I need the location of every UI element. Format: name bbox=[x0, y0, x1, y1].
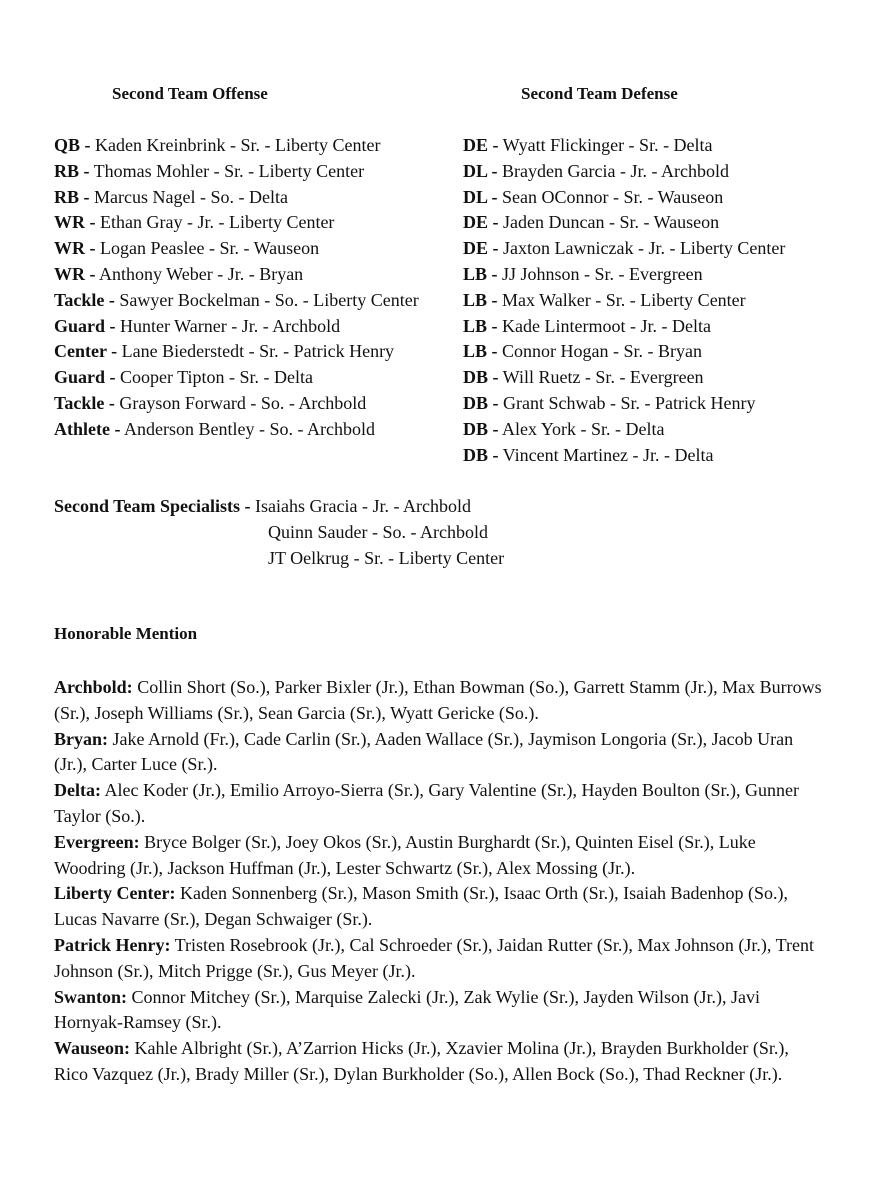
position-label: LB - bbox=[463, 289, 498, 310]
position-label: DB - bbox=[463, 392, 499, 413]
player-info: Grayson Forward - So. - Archbold bbox=[114, 392, 367, 413]
defense-player bbox=[463, 417, 785, 443]
defense-player bbox=[463, 133, 785, 159]
school-entry bbox=[54, 675, 824, 727]
school-players: Connor Mitchey (Sr.), Marquise Zalecki (Jr.), Zak Wylie (Sr.), Jayden Wilson (Jr.), Javi Hornyak-Ramsey (Sr.). bbox=[54, 986, 760, 1033]
position-label: DE - bbox=[463, 212, 499, 233]
offense-player bbox=[54, 133, 419, 159]
school-name: Bryan: bbox=[54, 728, 108, 749]
offense-player bbox=[54, 365, 419, 391]
player-info: Quinn Sauder - So. - Archbold bbox=[268, 521, 488, 542]
offense-player bbox=[54, 210, 419, 236]
position-label: DB - bbox=[463, 367, 499, 388]
defense-player bbox=[463, 365, 785, 391]
offense-list bbox=[54, 133, 419, 443]
position-label: Athlete - bbox=[54, 418, 121, 439]
defense-player bbox=[463, 339, 785, 365]
specialist-row bbox=[54, 546, 504, 572]
defense-player bbox=[463, 236, 785, 262]
defense-list bbox=[463, 133, 785, 468]
defense-player bbox=[463, 159, 785, 185]
position-label: DB - bbox=[463, 418, 499, 439]
defense-player bbox=[463, 210, 785, 236]
offense-player bbox=[54, 391, 419, 417]
school-name: Patrick Henry: bbox=[54, 934, 171, 955]
player-info: Anderson Bentley - So. - Archbold bbox=[120, 418, 375, 439]
position-label: LB - bbox=[463, 341, 498, 362]
school-entry bbox=[54, 1036, 824, 1088]
player-info: Marcus Nagel - So. - Delta bbox=[89, 186, 288, 207]
honorable-mention-heading: Honorable Mention bbox=[54, 624, 198, 643]
position-label: Guard - bbox=[54, 315, 116, 336]
school-players: Bryce Bolger (Sr.), Joey Okos (Sr.), Austin Burghardt (Sr.), Quinten Eisel (Sr.), Luke Woodring (Jr.), Jackson Huffman (Jr.), Lester Schwartz (Sr.), Alex Mossing (Jr.). bbox=[54, 831, 756, 878]
player-info: Isaiahs Gracia - Jr. - Archbold bbox=[250, 496, 471, 516]
player-info: Logan Peaslee - Sr. - Wauseon bbox=[95, 238, 320, 259]
player-info: Kaden Kreinbrink - Sr. - Liberty Center bbox=[90, 135, 381, 155]
offense-player bbox=[54, 288, 419, 314]
player-info: Sawyer Bockelman - So. - Liberty Center bbox=[114, 289, 419, 310]
specialists-label: Second Team Specialists - bbox=[54, 496, 251, 516]
defense-player bbox=[463, 443, 785, 469]
offense-player bbox=[54, 314, 419, 340]
position-label: DB - bbox=[463, 444, 499, 465]
position-label: DL - bbox=[463, 160, 498, 181]
school-players: Kaden Sonnenberg (Sr.), Mason Smith (Sr.), Isaac Orth (Sr.), Isaiah Badenhop (So.), Lucas Navarre (Sr.), Degan Schwaiger (Sr.). bbox=[54, 883, 789, 930]
player-info: Hunter Warner - Jr. - Archbold bbox=[115, 315, 341, 336]
player-info: Jaxton Lawniczak - Jr. - Liberty Center bbox=[498, 238, 786, 259]
position-label: LB - bbox=[463, 315, 498, 336]
position-label: RB - bbox=[54, 186, 90, 207]
specialist-row bbox=[54, 494, 504, 520]
offense-player bbox=[54, 236, 419, 262]
offense-player bbox=[54, 159, 419, 185]
position-label: DE - bbox=[463, 238, 499, 259]
school-entry bbox=[54, 933, 824, 985]
position-label: WR - bbox=[54, 263, 96, 284]
school-players: Kahle Albright (Sr.), A’Zarrion Hicks (Jr.), Xzavier Molina (Jr.), Brayden Burkholder (Sr.), Rico Vazquez (Jr.), Brady Miller (Sr.), Dylan Burkholder (So.), Allen Bock (So.), Thad Reckner (Jr.). bbox=[54, 1038, 789, 1084]
school-name: Delta: bbox=[54, 780, 101, 801]
offense-player bbox=[54, 417, 419, 443]
offense-heading: Second Team Offense bbox=[112, 84, 268, 103]
school-name: Swanton: bbox=[54, 986, 128, 1007]
player-info: Kade Lintermoot - Jr. - Delta bbox=[497, 315, 711, 336]
player-info: Vincent Martinez - Jr. - Delta bbox=[498, 444, 714, 465]
defense-player bbox=[463, 288, 785, 314]
honorable-mention-list bbox=[54, 675, 824, 1088]
player-info: Alex York - Sr. - Delta bbox=[498, 418, 665, 439]
position-label: WR - bbox=[54, 212, 96, 233]
school-entry bbox=[54, 778, 824, 830]
position-label: DE - bbox=[463, 135, 499, 155]
school-entry bbox=[54, 727, 824, 779]
defense-player bbox=[463, 314, 785, 340]
player-info: Wyatt Flickinger - Sr. - Delta bbox=[498, 135, 713, 155]
defense-player bbox=[463, 391, 785, 417]
school-players: Tristen Rosebrook (Jr.), Cal Schroeder (Sr.), Jaidan Rutter (Sr.), Max Johnson (Jr.), Trent Johnson (Sr.), Mitch Prigge (Sr.), Gus Meyer (Jr.). bbox=[54, 934, 814, 981]
position-label: Center - bbox=[54, 341, 118, 362]
player-info: Will Ruetz - Sr. - Evergreen bbox=[498, 367, 704, 388]
player-info: Lane Biederstedt - Sr. - Patrick Henry bbox=[117, 341, 395, 362]
position-label: RB - bbox=[54, 160, 90, 181]
position-label: LB - bbox=[463, 263, 498, 284]
position-label: Tackle - bbox=[54, 289, 115, 310]
player-info: Brayden Garcia - Jr. - Archbold bbox=[497, 160, 729, 181]
school-players: Alec Koder (Jr.), Emilio Arroyo-Sierra (Sr.), Gary Valentine (Sr.), Hayden Boulton (Sr.), Gunner Taylor (So.). bbox=[54, 780, 800, 826]
player-info: Anthony Weber - Jr. - Bryan bbox=[95, 263, 304, 284]
school-players: Collin Short (So.), Parker Bixler (Jr.), Ethan Bowman (So.), Garrett Stamm (Jr.), Max Burrows (Sr.), Joseph Williams (Sr.), Sean Garcia (Sr.), Wyatt Gericke (So.). bbox=[54, 677, 822, 723]
defense-player bbox=[463, 262, 785, 288]
position-label: DL - bbox=[463, 186, 498, 207]
player-info: Max Walker - Sr. - Liberty Center bbox=[497, 289, 746, 310]
position-label: Tackle - bbox=[54, 392, 115, 413]
position-label: QB - bbox=[54, 135, 91, 155]
specialist-row bbox=[54, 520, 504, 546]
player-info: Jaden Duncan - Sr. - Wauseon bbox=[498, 212, 720, 233]
defense-player bbox=[463, 185, 785, 211]
offense-player bbox=[54, 339, 419, 365]
school-players: Jake Arnold (Fr.), Cade Carlin (Sr.), Aaden Wallace (Sr.), Jaymison Longoria (Sr.), Jacob Uran (Jr.), Carter Luce (Sr.). bbox=[54, 728, 794, 775]
school-entry bbox=[54, 985, 824, 1037]
player-info: Cooper Tipton - Sr. - Delta bbox=[115, 367, 314, 388]
player-info: Ethan Gray - Jr. - Liberty Center bbox=[95, 212, 335, 233]
defense-heading: Second Team Defense bbox=[521, 84, 678, 103]
offense-player bbox=[54, 262, 419, 288]
school-entry bbox=[54, 881, 824, 933]
player-info: JT Oelkrug - Sr. - Liberty Center bbox=[268, 547, 505, 568]
school-entry bbox=[54, 830, 824, 882]
player-info: Sean OConnor - Sr. - Wauseon bbox=[497, 186, 724, 207]
position-label: WR - bbox=[54, 238, 96, 259]
school-name: Wauseon: bbox=[54, 1038, 131, 1059]
school-name: Evergreen: bbox=[54, 831, 140, 852]
player-info: JJ Johnson - Sr. - Evergreen bbox=[497, 263, 703, 284]
player-info: Connor Hogan - Sr. - Bryan bbox=[497, 341, 702, 362]
offense-player bbox=[54, 185, 419, 211]
school-name: Archbold: bbox=[54, 677, 133, 697]
specialists-section bbox=[54, 494, 504, 571]
school-name: Liberty Center: bbox=[54, 883, 176, 904]
player-info: Grant Schwab - Sr. - Patrick Henry bbox=[498, 392, 756, 413]
player-info: Thomas Mohler - Sr. - Liberty Center bbox=[89, 160, 365, 181]
position-label: Guard - bbox=[54, 367, 116, 388]
